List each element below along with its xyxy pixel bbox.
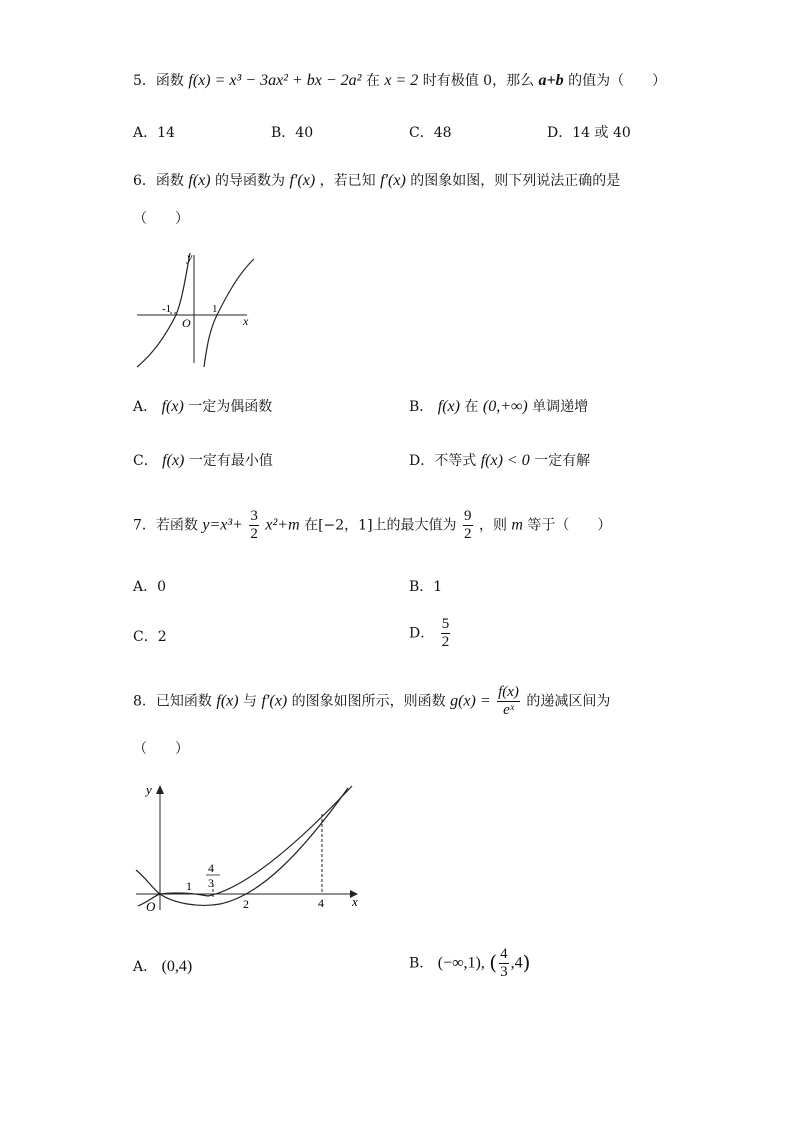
q7-max-num: 9 — [464, 508, 472, 524]
q8-label: 8．已知函数 — [133, 693, 212, 710]
q8-curve-fprime — [138, 786, 352, 906]
q8-b-prefix: B． — [409, 955, 434, 972]
q5-tail2: 的值为（ ） — [568, 73, 667, 89]
q5-mid: 在 — [365, 73, 380, 89]
q7-option-b[interactable]: B．1 — [409, 579, 443, 595]
q6-fpx-2: f′(x) — [380, 172, 406, 189]
q8-a-interval: (0,4) — [161, 958, 193, 975]
q8-t1: 与 — [243, 693, 258, 710]
q5-function: f(x) = x³ − 3ax² + bx − 2a² — [188, 72, 362, 89]
q8-fx: f(x) — [216, 692, 239, 710]
q7-t1: 在[−2，1]上的最大值为 — [304, 517, 457, 534]
q6-b-text: 单调递增 — [532, 399, 589, 415]
q6-b-mid: 在 — [464, 399, 479, 415]
q7-coef-fraction — [249, 508, 259, 543]
q7-d-fraction — [441, 616, 451, 651]
q8-b-den: 3 — [500, 964, 508, 980]
q6-option-c[interactable] — [133, 450, 273, 470]
q8-y-arrow — [156, 785, 164, 794]
q7-coef-den: 2 — [250, 526, 258, 542]
q8-b-tail: ,4 — [510, 954, 523, 972]
q6-option-d[interactable] — [409, 450, 590, 470]
q7-d-prefix: D． — [409, 625, 435, 642]
q6-b-prefix: B． — [409, 399, 434, 415]
q8-curve-f — [136, 788, 348, 905]
q5-option-c[interactable]: C．48 — [409, 125, 452, 141]
q7-coef-num: 3 — [250, 508, 258, 524]
q8-b-fraction — [499, 946, 509, 981]
q8-t2: 的图象如图所示，则函数 — [291, 693, 446, 710]
q7-t2: ，则 — [478, 517, 507, 534]
q6-paren: （ ） — [133, 211, 189, 227]
q7-label: 7．若函数 — [133, 517, 198, 534]
q5-option-d[interactable]: D．14 或 40 — [547, 125, 631, 141]
q6-label-x: x — [243, 314, 249, 328]
q5-option-a[interactable]: A．14 — [133, 125, 175, 141]
q8-b-interval1: (−∞,1), — [437, 954, 485, 972]
q7-f2: x²+m — [265, 516, 300, 534]
q8-gx: g(x) = — [450, 692, 491, 710]
q7-d-num: 5 — [441, 616, 450, 632]
q8-b-num: 4 — [500, 946, 508, 962]
q5-condition: x = 2 — [384, 72, 419, 89]
q8-t3: 的递减区间为 — [526, 693, 611, 710]
q7-option-a[interactable]: A．0 — [133, 579, 167, 595]
q8-fpx: f′(x) — [261, 692, 288, 710]
q6-t2: ，若已知 — [319, 173, 376, 189]
q5-stem — [133, 70, 666, 90]
q6-t1: 的导函数为 — [215, 173, 286, 189]
q8-label-43-num: 4 — [208, 861, 214, 875]
q8-label-x: x — [352, 894, 358, 909]
q6-option-b[interactable] — [409, 396, 588, 416]
q6-c-prefix: C． — [133, 453, 158, 469]
q8-label-4: 4 — [318, 896, 324, 910]
q6-a-text: 一定为偶函数 — [188, 399, 273, 415]
q8-label-origin: O — [146, 899, 156, 914]
q7-t3: 等于（ ） — [527, 517, 612, 534]
q6-b-interval: (0,+∞) — [482, 398, 528, 415]
q6-label-neg1: -1 — [162, 303, 172, 315]
q6-derivative-graph — [132, 245, 262, 375]
q6-label-origin: O — [182, 316, 191, 330]
q6-d-text: 一定有解 — [534, 453, 591, 469]
q6-t3: 的图象如图，则下列说法正确的是 — [410, 173, 621, 189]
q6-label: 6．函数 — [133, 173, 184, 189]
q8-stem — [133, 684, 610, 719]
q7-max-den: 2 — [464, 526, 472, 542]
q6-option-a[interactable] — [133, 396, 272, 416]
q7-d-den: 2 — [441, 634, 450, 650]
q8-label-1: 1 — [186, 879, 192, 893]
q6-b-fx: f(x) — [437, 398, 460, 415]
q7-stem — [133, 508, 611, 543]
q7-max-fraction — [463, 508, 473, 543]
q8-option-b[interactable] — [409, 946, 530, 981]
q6-stem — [133, 170, 620, 190]
q5-option-b[interactable]: B．40 — [271, 125, 314, 141]
q6-d-inequality: f(x) < 0 — [480, 452, 530, 469]
q8-b-open-paren: ( — [489, 950, 498, 975]
q8-a-prefix: A． — [133, 959, 158, 975]
q8-label-43-den: 3 — [208, 876, 214, 890]
q8-b-close-paren: ) — [522, 950, 531, 975]
q7-option-d[interactable] — [409, 616, 452, 651]
q6-label-y: y — [187, 250, 193, 264]
q8-label-2: 2 — [243, 897, 249, 911]
q8-g-num: f(x) — [498, 684, 519, 700]
q6-fpx: f′(x) — [289, 172, 316, 189]
q8-graph — [128, 778, 368, 918]
q8-g-fraction — [497, 684, 520, 719]
q6-label-1: 1 — [212, 303, 218, 315]
q6-c-text: 一定有最小值 — [188, 453, 273, 469]
q5-tail1: 时有极值 0，那么 — [422, 73, 535, 89]
q6-a-prefix: A． — [133, 399, 158, 415]
q5-ab: a+b — [538, 72, 564, 89]
q6-a-fx: f(x) — [161, 398, 184, 415]
q7-f1: y=x³+ — [202, 516, 243, 534]
q8-option-a[interactable] — [133, 956, 192, 976]
q8-label-y: y — [146, 782, 152, 797]
q5-label: 5．函数 — [133, 73, 184, 89]
q6-d-prefix: D．不等式 — [409, 453, 477, 469]
q7-m: m — [511, 516, 523, 534]
q6-c-fx: f(x) — [162, 452, 185, 469]
q8-paren: （ ） — [133, 741, 189, 757]
q7-option-c[interactable]: C．2 — [133, 629, 167, 645]
q8-g-den: eˣ — [503, 702, 514, 718]
q6-fx: f(x) — [188, 172, 211, 189]
